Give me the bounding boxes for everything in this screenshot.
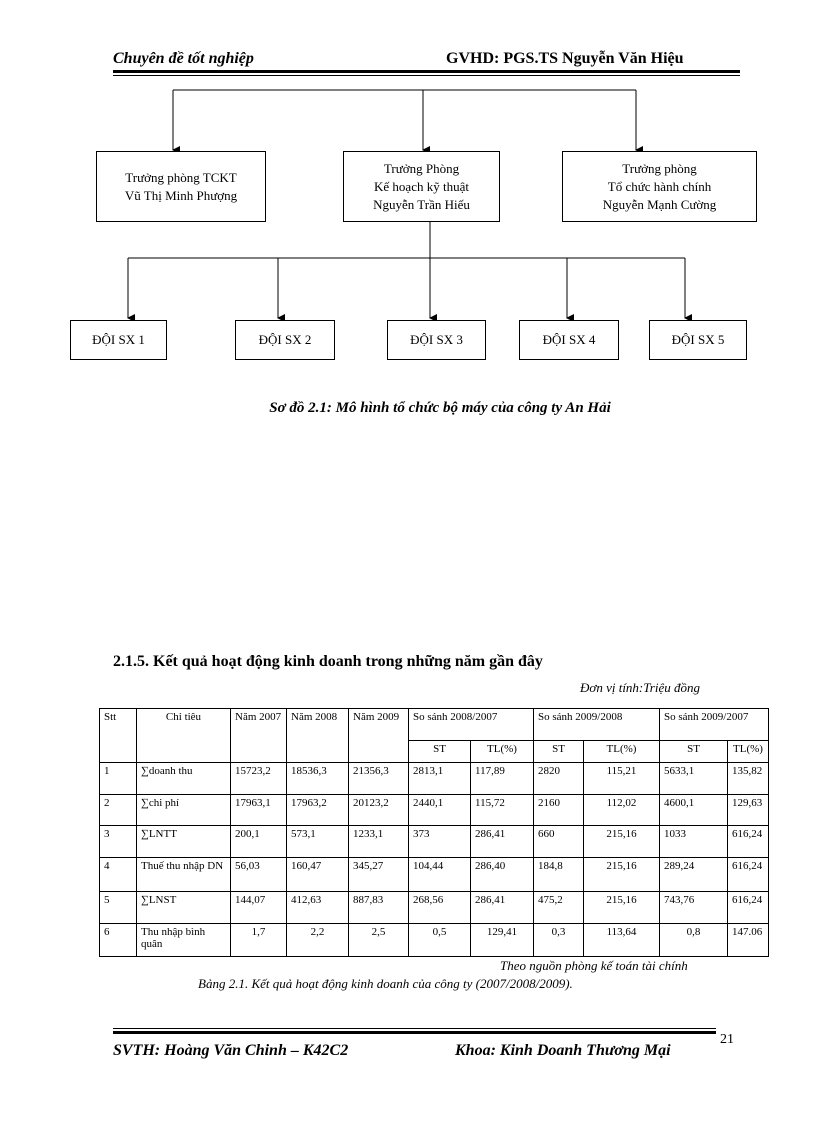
- cell-st2: 475,2: [534, 892, 584, 924]
- cell-tl2: 112,02: [584, 795, 660, 826]
- footer-student: SVTH: Hoàng Văn Chinh – K42C2: [113, 1042, 349, 1059]
- table-caption: Bảng 2.1. Kết quả hoạt động kinh doanh của công ty (2007/2008/2009).: [198, 976, 573, 991]
- cell-st3: 743,76: [660, 892, 728, 924]
- table-row: [100, 858, 769, 892]
- th-tl-1: TL(%): [471, 741, 534, 763]
- cell-tl3: 129,63: [728, 795, 769, 826]
- cell-st1: 268,56: [409, 892, 471, 924]
- results-table: [99, 708, 769, 957]
- manager-tchc-name: Nguyễn Mạnh Cường: [602, 196, 717, 212]
- cell-tl2: 215,16: [584, 826, 660, 858]
- th-2008: Năm 2008: [287, 709, 349, 763]
- page-number: 21: [720, 1032, 734, 1047]
- cell-tl3: 135,82: [728, 763, 769, 795]
- cell-tl2: 215,16: [584, 858, 660, 892]
- cell-stt: 6: [100, 924, 137, 957]
- cell-2008: 573,1: [287, 826, 349, 858]
- th-2009: Năm 2009: [349, 709, 409, 763]
- cell-tl2: 115,21: [584, 763, 660, 795]
- cell-st2: 184,8: [534, 858, 584, 892]
- cell-tl3: 616,24: [728, 892, 769, 924]
- cell-2009: 887,83: [349, 892, 409, 924]
- team-box-2: ĐỘI SX 2: [235, 320, 335, 360]
- manager-tchc-title: Trưởng phòng: [622, 160, 697, 176]
- cell-name: Thu nhập bình quân: [137, 924, 231, 957]
- cell-2009: 345,27: [349, 858, 409, 892]
- cell-2007: 144,07: [231, 892, 287, 924]
- manager-box-khkt: [343, 151, 500, 222]
- cell-2008: 412,63: [287, 892, 349, 924]
- th-st-1: ST: [409, 741, 471, 763]
- cell-tl2: 113,64: [584, 924, 660, 957]
- cell-2007: 1,7: [231, 924, 287, 957]
- team-box-1: ĐỘI SX 1: [70, 320, 167, 360]
- cell-tl1: 115,72: [471, 795, 534, 826]
- cell-2009: 2,5: [349, 924, 409, 957]
- cell-st2: 2160: [534, 795, 584, 826]
- th-st-3: ST: [660, 741, 728, 763]
- team-box-3: ĐỘI SX 3: [387, 320, 486, 360]
- footer-rule-thin: [113, 1028, 716, 1029]
- cell-st1: 0,5: [409, 924, 471, 957]
- table-source: Theo nguồn phòng kế toán tài chính: [500, 958, 688, 973]
- th-st-2: ST: [534, 741, 584, 763]
- th-tl-2: TL(%): [584, 741, 660, 763]
- cell-name: Thuế thu nhập DN: [137, 858, 231, 892]
- cell-stt: 5: [100, 892, 137, 924]
- manager-khkt-dept: Kế hoạch kỹ thuật: [374, 178, 469, 194]
- cell-st2: 2820: [534, 763, 584, 795]
- cell-tl3: 616,24: [728, 858, 769, 892]
- cell-2009: 20123,2: [349, 795, 409, 826]
- cell-2007: 200,1: [231, 826, 287, 858]
- cell-st3: 4600,1: [660, 795, 728, 826]
- th-cmp-2008-2007: So sánh 2008/2007: [409, 709, 534, 741]
- manager-tchc-dept: Tổ chức hành chính: [607, 178, 712, 194]
- cell-stt: 3: [100, 826, 137, 858]
- cell-st3: 289,24: [660, 858, 728, 892]
- cell-name: ∑LNTT: [137, 826, 231, 858]
- th-chi-tieu: Chỉ tiêu: [137, 709, 231, 763]
- cell-tl2: 215,16: [584, 892, 660, 924]
- cell-name: ∑chi phí: [137, 795, 231, 826]
- cell-name: ∑doanh thu: [137, 763, 231, 795]
- cell-tl1: 129,41: [471, 924, 534, 957]
- cell-2007: 56,03: [231, 858, 287, 892]
- manager-tckt-name: Vũ Thị Minh Phượng: [124, 187, 238, 203]
- cell-tl3: 616,24: [728, 826, 769, 858]
- cell-tl1: 286,41: [471, 826, 534, 858]
- cell-2009: 1233,1: [349, 826, 409, 858]
- cell-st3: 5633,1: [660, 763, 728, 795]
- manager-khkt-title: Trưởng Phòng: [383, 160, 460, 176]
- footer-rule-thick: [113, 1031, 716, 1034]
- cell-name: ∑LNST: [137, 892, 231, 924]
- cell-st1: 2440,1: [409, 795, 471, 826]
- table-row: [100, 892, 769, 924]
- th-tl-3: TL(%): [728, 741, 769, 763]
- table-row: [100, 924, 769, 957]
- header-right: GVHD: PGS.TS Nguyễn Văn Hiệu: [446, 50, 684, 67]
- cell-stt: 2: [100, 795, 137, 826]
- cell-st1: 104,44: [409, 858, 471, 892]
- manager-box-tckt: [96, 151, 266, 222]
- th-stt: Stt: [100, 709, 137, 763]
- cell-tl1: 117,89: [471, 763, 534, 795]
- th-2007: Năm 2007: [231, 709, 287, 763]
- section-title: 2.1.5. Kết quả hoạt động kinh doanh trong những năm gần đây: [113, 653, 543, 670]
- table-row: [100, 763, 769, 795]
- cell-2008: 17963,2: [287, 795, 349, 826]
- th-cmp-2009-2007: So sánh 2009/2007: [660, 709, 769, 741]
- cell-2008: 2,2: [287, 924, 349, 957]
- cell-st2: 660: [534, 826, 584, 858]
- cell-stt: 4: [100, 858, 137, 892]
- table-row: [100, 795, 769, 826]
- cell-stt: 1: [100, 763, 137, 795]
- cell-st2: 0,3: [534, 924, 584, 957]
- footer-faculty: Khoa: Kinh Doanh Thương Mại: [455, 1042, 671, 1059]
- cell-2008: 18536,3: [287, 763, 349, 795]
- cell-tl1: 286,41: [471, 892, 534, 924]
- cell-st1: 373: [409, 826, 471, 858]
- th-cmp-2009-2008: So sánh 2009/2008: [534, 709, 660, 741]
- cell-st3: 1033: [660, 826, 728, 858]
- manager-box-tchc: [562, 151, 757, 222]
- cell-2007: 15723,2: [231, 763, 287, 795]
- table-row: [100, 826, 769, 858]
- unit-note: Đơn vị tính:Triệu đồng: [580, 680, 700, 695]
- cell-2009: 21356,3: [349, 763, 409, 795]
- header-left: Chuyên đề tốt nghiệp: [113, 50, 254, 67]
- team-box-4: ĐỘI SX 4: [519, 320, 619, 360]
- table-header-row: [100, 709, 769, 741]
- team-box-5: ĐỘI SX 5: [649, 320, 747, 360]
- cell-st3: 0,8: [660, 924, 728, 957]
- cell-2007: 17963,1: [231, 795, 287, 826]
- org-chart-caption: Sơ đồ 2.1: Mô hình tổ chức bộ máy của công ty An Hải: [269, 400, 611, 416]
- cell-tl3: 147.06: [728, 924, 769, 957]
- cell-2008: 160,47: [287, 858, 349, 892]
- manager-khkt-name: Nguyễn Trần Hiếu: [373, 196, 470, 212]
- cell-st1: 2813,1: [409, 763, 471, 795]
- manager-tckt-title: Trưởng phòng TCKT: [125, 169, 237, 185]
- cell-tl1: 286,40: [471, 858, 534, 892]
